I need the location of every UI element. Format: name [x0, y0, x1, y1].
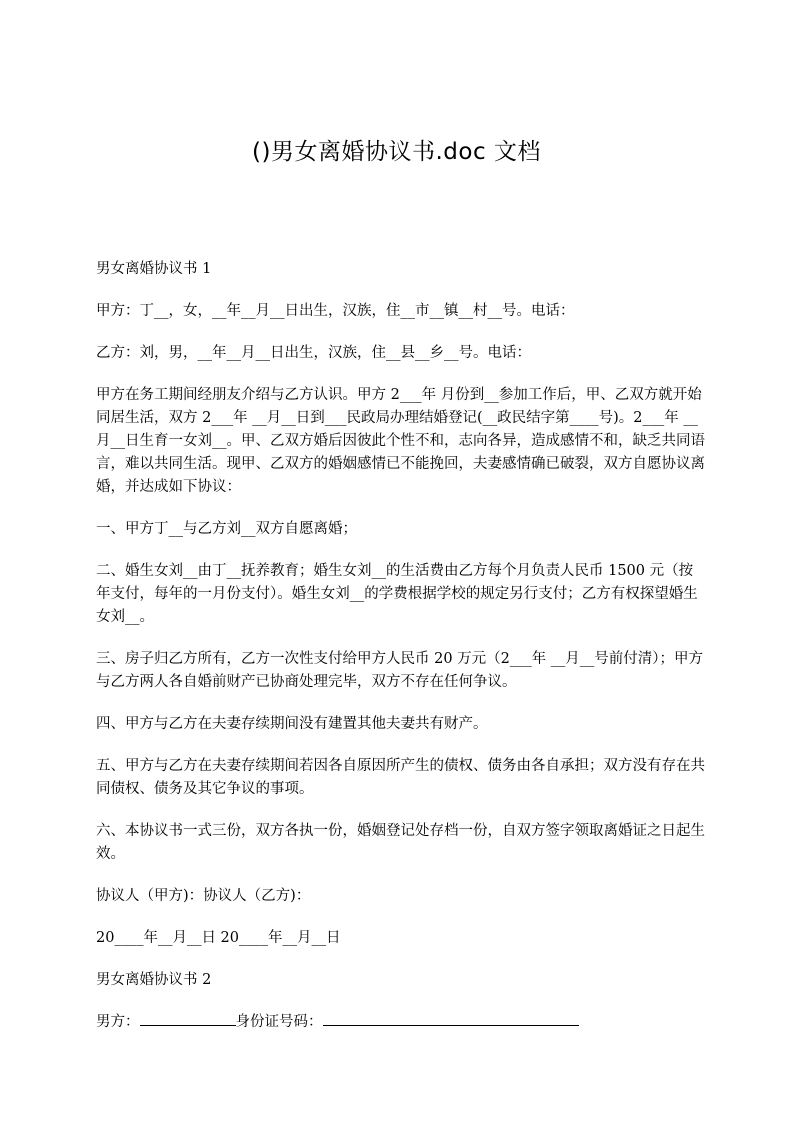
clause-1: 一、甲方丁__与乙方刘__双方自愿离婚； — [96, 521, 357, 537]
document-title: ()男女离婚协议书.doc 文档 — [252, 139, 541, 165]
clause-5: 五、甲方与乙方在夫妻存续期间若因各自原因所产生的债权、债务由各自承担；双方没有存在共同债权、债务及其它争议的事项。 — [96, 758, 705, 797]
id-label: 身份证号码： — [235, 1014, 323, 1030]
document-body — [96, 258, 706, 1052]
male-label: 男方： — [96, 1014, 140, 1030]
signature-line: 协议人（甲方)：协议人（乙方)： — [96, 888, 311, 904]
clause-4: 四、甲方与乙方在夫妻存续期间没有建置其他夫妻共有财产。 — [96, 716, 488, 732]
party-a-line: 甲方：丁__，女，__年__月__日出生，汉族，住__市__镇__村__号。电话： — [96, 303, 575, 319]
section-heading-2: 男女离婚协议书 2 — [96, 972, 212, 988]
date-line: 20____年__月__日 20____年__月__日 — [96, 930, 341, 946]
background-paragraph: 甲方在务工期间经朋友介绍与乙方认识。甲方 2___年 月份到__参加工作后，甲、乙双方就开始同居生活，双方 2___年 __月__日到___民政局办理结婚登记(__政民结字第____号)。2___年 __月__日生育一女刘__。甲、乙双方婚后因彼此个性不和，志向各异，造成感情不和，缺乏共同语言，难以共同生活。现甲、乙双方的婚姻感情已不能挽回，夫妻感情确已破裂，双方自愿协议离婚，并达成如下协议： — [96, 387, 705, 495]
male-id-line — [96, 1011, 706, 1034]
section-heading-1: 男女离婚协议书 1 — [96, 261, 212, 277]
clause-2: 二、婚生女刘__由丁__抚养教育；婚生女刘__的生活费由乙方每个月负责人民币 1500 元（按年支付，每年的一月份支付）。婚生女刘__的学费根据学校的规定另行支付；乙方有权探望婚生女刘__。 — [96, 563, 698, 625]
party-b-line: 乙方：刘，男，__年__月__日出生，汉族，住__县__乡__号。电话： — [96, 345, 531, 361]
clause-3: 三、房子归乙方所有，乙方一次性支付给甲方人民币 20 万元（2___年 __月__号前付清）；甲方与乙方两人各自婚前财产已协商处理完毕，双方不存在任何争议。 — [96, 651, 704, 690]
clause-6: 六、本协议书一式三份，双方各执一份，婚姻登记处存档一份，自双方签字领取离婚证之日起生效。 — [96, 823, 705, 862]
male-name-blank — [140, 1013, 236, 1026]
id-number-blank — [323, 1013, 579, 1026]
